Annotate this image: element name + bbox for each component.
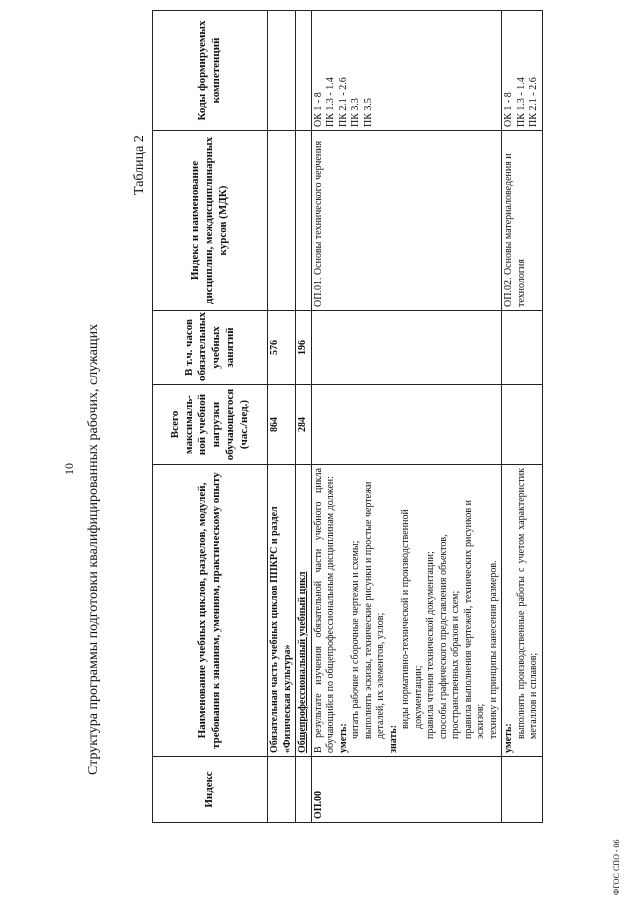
op-znat-item: правила выполнения чертежей, технических рисунков и эскизов;	[462, 500, 486, 739]
header-class-hours: В т.ч. часов обязательных учебных занятий	[153, 311, 268, 385]
competence-code: ОК 1 - 8	[312, 92, 324, 127]
cell-op-codes	[311, 11, 502, 131]
cell-empty	[502, 311, 543, 385]
op-umet-label: уметь:	[337, 723, 349, 753]
table-label: Таблица 2	[132, 135, 147, 195]
header-index: Индекс	[153, 757, 268, 823]
cell-op-requirements	[311, 465, 502, 757]
cell-empty	[311, 311, 502, 385]
cell-empty	[296, 131, 312, 311]
cell-index-empty	[268, 757, 296, 823]
op-umet-item: читать рабочие и сборочные чертежи и схемы;	[350, 540, 361, 739]
cell-general-class-hours: 196	[296, 311, 312, 385]
header-name: Наименование учебных циклов, разделов, модулей, требования к знаниям, умениям, практическому опыту	[153, 465, 268, 757]
op-znat-item: способы графического представления объектов, пространственных образов и схем;	[437, 534, 461, 739]
competence-code: ПК 2.1 - 2.6	[337, 77, 349, 127]
competence-code: ПК 3.3	[350, 98, 361, 127]
competence-code: ПК 1.3 - 1.4	[325, 77, 336, 127]
cell-op-discipline: ОП.01. Основы технического черчения	[311, 131, 502, 311]
header-competences: Коды формируемых компетенций	[153, 11, 268, 131]
competence-code: ПК 2.1 - 2.6	[528, 77, 539, 127]
op-umet-item: выполнять эскизы, технические рисунки и простые чертежи деталей, их элементов, узлов;	[362, 481, 386, 739]
page-number: 10	[62, 463, 76, 475]
table-header-row	[153, 11, 268, 823]
cell-op-index: ОП.00	[311, 757, 502, 823]
page-title: Структура программы подготовки квалифицированных рабочих, служащих	[86, 323, 101, 775]
op2-umet-label: уметь:	[503, 723, 514, 753]
table-row-general	[296, 11, 312, 823]
cell-mandatory-class-hours: 576	[268, 311, 296, 385]
competence-code: ПК 3.5	[362, 98, 374, 127]
competence-code: ОК 1 - 8	[503, 92, 514, 127]
footer-code: ФГОС СПО - 06	[612, 839, 621, 895]
cell-mandatory-max-load: 864	[268, 385, 296, 465]
op-znat-item: технику и принципы нанесения размеров.	[487, 560, 499, 739]
table-row-mandatory	[268, 11, 296, 823]
cell-op2-codes	[502, 11, 543, 131]
cell-empty	[502, 385, 543, 465]
header-discipline: Индекс и наименование дисциплин, междисциплинарных курсов (МДК)	[153, 131, 268, 311]
cell-empty	[268, 131, 296, 311]
cell-op2-requirements	[502, 465, 543, 757]
table-row-op02	[502, 11, 543, 823]
competence-code: ПК 1.3 - 1.4	[515, 77, 527, 127]
cell-op2-discipline: ОП.02. Основы материаловедения и технология	[502, 131, 543, 311]
op-znat-label: знать:	[387, 724, 399, 753]
op-intro-text: В результате изучения обязательной части учебного цикла обучающийся по общепрофессиональным дисциплинам должен:	[312, 468, 336, 753]
cell-empty	[311, 385, 502, 465]
op2-umet-item: выполнять производственные работы с учетом характеристик металлов и сплавов;	[515, 468, 539, 739]
cell-general-name: Общепрофессиональный учебный цикл	[296, 465, 312, 757]
structure-table	[152, 10, 543, 823]
table-row-op01	[311, 11, 502, 823]
cell-general-max-load: 284	[296, 385, 312, 465]
cell-empty	[296, 11, 312, 131]
op-znat-item: правила чтения технической документации;	[425, 551, 436, 739]
cell-index-empty	[502, 757, 543, 823]
header-max-load: Всего максималь-ной учебной нагрузки обучающегося (час./нед.)	[153, 385, 268, 465]
op-znat-item: виды нормативно-технической и производственной документации;	[400, 509, 424, 729]
cell-mandatory-name: Обязательная часть учебных циклов ППКРС и раздел «Физическая культура»	[268, 465, 296, 757]
cell-empty	[268, 11, 296, 131]
cell-index-empty	[296, 757, 312, 823]
